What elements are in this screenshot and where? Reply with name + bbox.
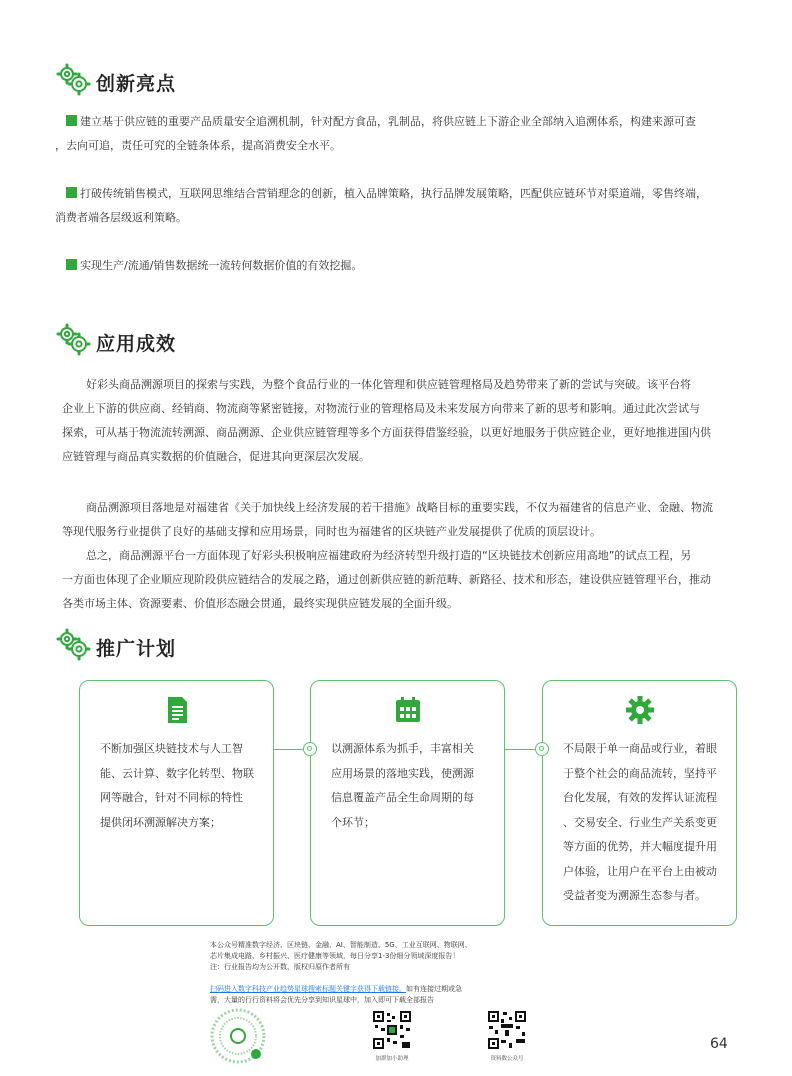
connector-node [535,742,549,756]
document-icon [162,695,192,725]
qr-label: 资料数公众号 [490,1056,524,1062]
gear-icon [625,695,655,725]
card-text: 以溯源体系为抓手，丰富相关 应用场景的落地实践，使溯源 信息覆盖产品全生命周期的每 个环节； [331,742,474,829]
qr-label: 加群加小助理 [375,1056,409,1062]
gears-icon [54,627,94,661]
card-text: 不断加强区块链技术与人工智 能、云计算、数字化转型、物联 网等融合，针对不同标的特性 提供闭环溯源解决方案； [100,742,254,829]
bullet-square-icon [66,259,77,270]
connector-node [303,742,317,756]
plan-card [79,680,274,926]
bullet-square-icon [66,187,77,198]
section-header-effect [54,322,176,356]
bullet-square-icon [66,115,77,126]
page-number: 64 [710,1036,728,1052]
footer-note: 本公众号精准数字经济、区块链、金融、AI、智能制造、5G、工业互联网、物联网、 芯片集成电路、乡村振兴、医疗健康等领域，每日分享1-3份细分领域深度报告！ 注：行业报告均为公开数，版权归原作者所有 [210,941,472,971]
bullet-item: 建立基于供应链的重要产品质量安全追溯机制，针对配方食品，乳制品，将供应链上下游企业全部纳入追溯体系，构建来源可查 ，去向可追，责任可究的全链条体系，提高消费安全水平。 [55,115,696,152]
gears-icon [54,62,94,96]
promo-link[interactable]: 扫码进入数字科技产业趋势星球搜索标题关键字获得下载链接。 [210,985,406,993]
section-title: 推广计划 [96,638,177,660]
paragraph: 总之，商品溯源平台一方面体现了好彩头积极响应福建政府为经济转型升级打造的“区块链技术创新应用高地”的试点工程，另 一方面也体现了企业顺应现阶段供应链结合的发展之路，通过创新供应链的新范畴、新路径、技术和形态，建设供应链管理平台，推动 各类市场主体、资源要素、价值形态融会贯通，最终实现供应链发展的全面升级。 [62,549,711,610]
calendar-icon [393,695,423,725]
gears-icon [54,322,94,356]
card-text: 不局限于单一商品或行业，着眼 于整个社会的商品流转，坚持平 台化发展，有效的发挥认证流程 、交易安全、行业生产关系变更 等方面的优势，并大幅度提升用 户体验，让用户在平台上由被动 受益者变为溯源生态参与者。 [563,742,717,902]
paragraph: 商品溯源项目落地是对福建省《关于加快线上经济发展的若干措施》战略目标的重要实践，不仅为福建省的信息产业、金融、物流 等现代服务行业提供了良好的基础支撑和应用场景，同时也为福建省的区块链产业发展提供了优质的顶层设计。 [62,501,713,538]
bullet-item: 打破传统销售模式，互联网思维结合营销理念的创新，植入品牌策略，执行品牌发展策略，匹配供应链环节对渠道端，零售终端， 消费者端各层级返利策略。 [55,187,707,224]
wechat-miniprogram-code-icon[interactable] [210,1008,266,1064]
plan-card [542,680,737,926]
plan-card [310,680,505,926]
section-header-plan [54,627,176,661]
section-header-innovation [54,62,176,96]
qr-code-icon[interactable] [487,1010,527,1050]
section-title: 应用成效 [96,333,177,355]
bullet-item: 实现生产/流通/销售数据统一流转何数据价值的有效挖掘。 [66,254,746,278]
qr-code-icon[interactable] [372,1010,412,1050]
section-title: 创新亮点 [96,73,177,95]
footer-promo: 扫码进入数字科技产业趋势星球搜索标题关键字获得下载链接。如有连接过期或急 需，大量的行行资料将会优先分享到知识星球中，加入即可下载全部报告 [210,985,462,1004]
paragraph: 好彩头商品溯源项目的探索与实践，为整个食品行业的一体化管理和供应链管理格局及趋势带来了新的尝试与突破。该平台将 企业上下游的供应商、经销商、物流商等紧密链接，对物流行业的管理格局及未来发展方向带来了新的思考和影响。通过此次尝试与 探索，可从基于物流流转溯源、商品溯源、企业供应链管理等多个方面获得借鉴经验，以更好地服务于供应链企业，更好地推进国内供 应链管理与商品真实数据的价值融合，促进其向更深层次发展。 [62,378,711,463]
